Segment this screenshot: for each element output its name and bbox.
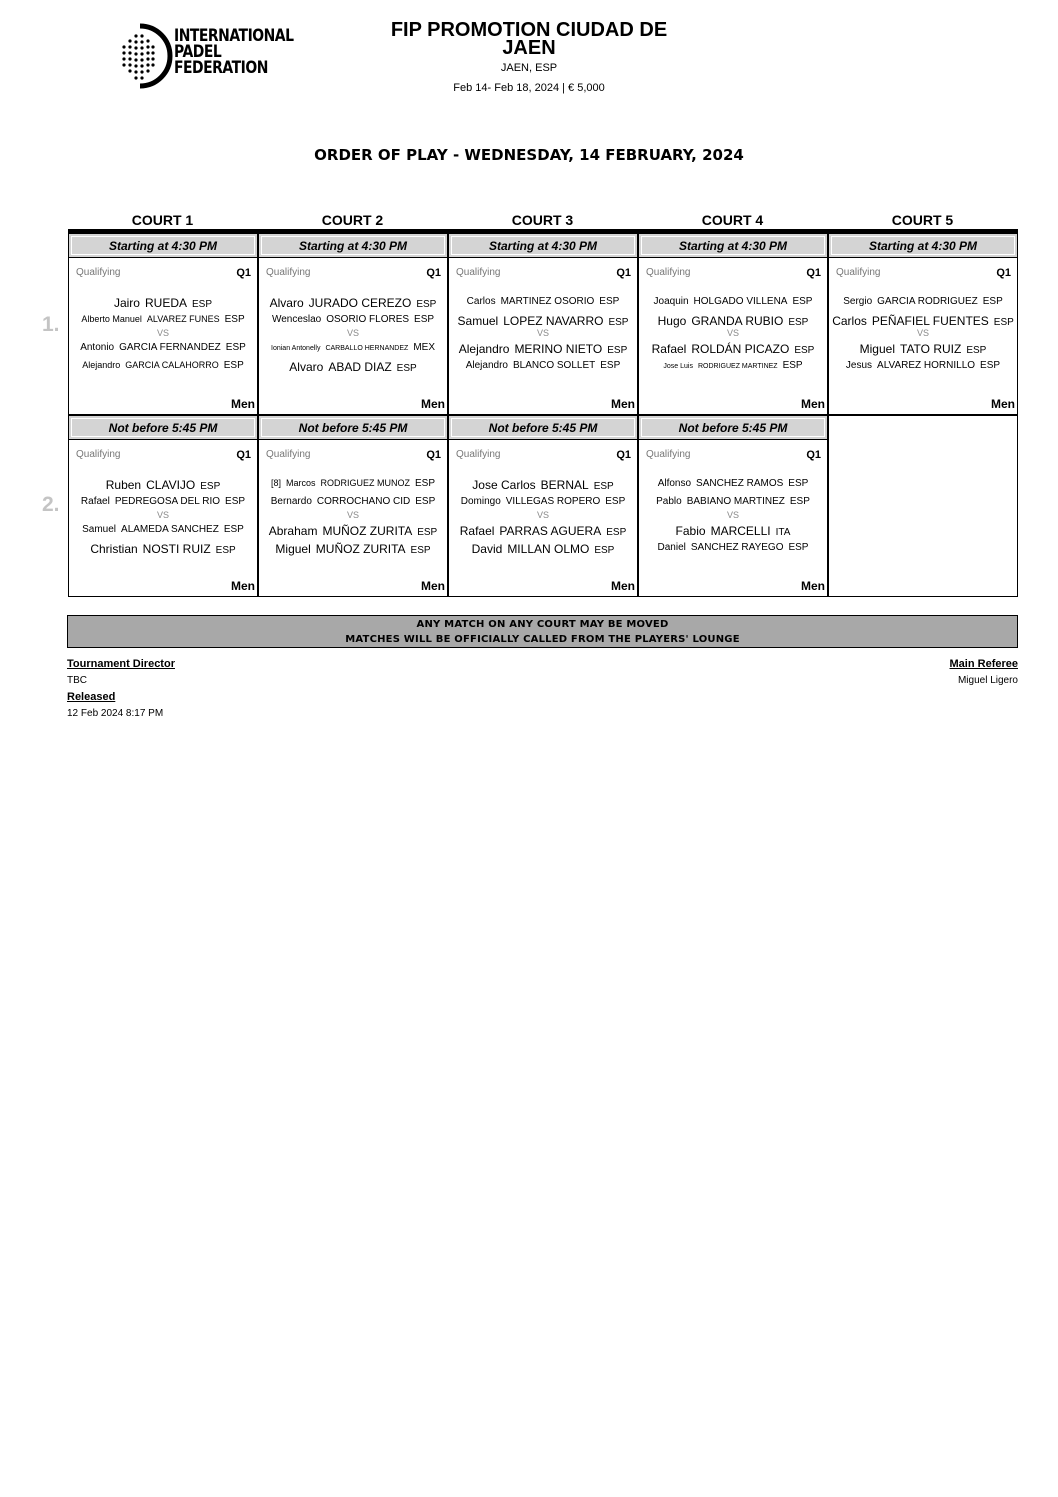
tournament-dates: Feb 14- Feb 18, 2024 | € 5,000 xyxy=(453,82,605,94)
match-time: Starting at 4:30 PM xyxy=(868,239,978,253)
match-stage: Qualifying xyxy=(266,267,311,278)
player-nationality: ESP xyxy=(789,496,810,507)
player-line xyxy=(449,360,637,371)
player-last-name: GRANDA RUBIO xyxy=(691,314,784,328)
player-first-name: Carlos xyxy=(466,296,496,307)
order-of-play-title: ORDER OF PLAY - WEDNESDAY, 14 FEBRUARY, 2024 xyxy=(314,146,744,164)
court-header: COURT 5 xyxy=(891,212,954,228)
match-time-header xyxy=(639,416,827,440)
player-line xyxy=(639,296,827,307)
player-first-name: Hugo xyxy=(657,314,687,328)
player-line xyxy=(69,524,257,535)
player-line xyxy=(69,342,257,353)
player-nationality: ESP xyxy=(608,317,629,328)
player-line xyxy=(449,296,637,307)
player-last-name: ALVAREZ HORNILLO xyxy=(877,360,976,371)
player-line xyxy=(829,360,1017,371)
player-last-name: PEÑAFIEL FUENTES xyxy=(871,314,989,328)
player-first-name: Christian xyxy=(90,542,138,556)
versus-label: VS xyxy=(156,328,169,338)
match-time-header xyxy=(69,416,257,440)
versus-label: VS xyxy=(346,328,359,338)
notice-box xyxy=(67,615,1018,648)
match-round: Q1 xyxy=(236,267,251,279)
match-cell xyxy=(258,233,448,415)
match-round: Q1 xyxy=(996,267,1011,279)
player-first-name: Wenceslao xyxy=(271,314,322,325)
player-line xyxy=(69,496,257,507)
player-first-name: Miguel xyxy=(275,542,311,556)
player-last-name: ALAMEDA SANCHEZ xyxy=(121,524,219,535)
match-cell xyxy=(68,415,258,597)
player-nationality: ESP xyxy=(782,360,803,371)
match-time: Not before 5:45 PM xyxy=(678,421,788,435)
match-time-header xyxy=(639,234,827,258)
federation-logo xyxy=(118,22,294,90)
player-first-name: Rafael xyxy=(459,524,495,538)
match-time: Starting at 4:30 PM xyxy=(298,239,408,253)
player-first-name: Bernardo xyxy=(270,496,312,507)
match-division: Men xyxy=(611,397,635,411)
player-line xyxy=(259,360,447,374)
logo-line: INTERNATIONAL xyxy=(174,26,294,46)
player-nationality: ESP xyxy=(792,296,813,307)
match-round: Q1 xyxy=(426,449,441,461)
player-first-name: Daniel xyxy=(657,542,686,553)
player-nationality: ESP xyxy=(223,524,244,535)
player-nationality: ESP xyxy=(417,527,438,538)
versus-label: VS xyxy=(536,328,549,338)
versus-label: VS xyxy=(346,510,359,520)
title-line: JAEN xyxy=(502,37,556,59)
player-first-name: Domingo xyxy=(460,496,501,507)
player-first-name: Samuel xyxy=(457,314,499,328)
player-first-name: Sergio xyxy=(843,296,873,307)
player-first-name: Rafael xyxy=(80,496,110,507)
player-line xyxy=(639,478,827,489)
match-cell xyxy=(258,415,448,597)
player-nationality: ESP xyxy=(414,314,435,325)
player-first-name: Pablo xyxy=(656,496,682,507)
title-line: FIP PROMOTION CIUDAD DE xyxy=(390,19,668,41)
match-round: Q1 xyxy=(806,267,821,279)
player-first-name: Rafael xyxy=(651,342,687,356)
player-last-name: MUÑOZ ZURITA xyxy=(322,524,413,538)
player-line xyxy=(69,314,257,325)
match-time: Starting at 4:30 PM xyxy=(488,239,598,253)
player-line xyxy=(449,524,637,538)
released-value: 12 Feb 2024 8:17 PM xyxy=(67,708,164,719)
player-nationality: ESP xyxy=(215,545,236,556)
player-last-name: RODRIGUEZ MARTINEZ xyxy=(697,363,778,370)
player-line xyxy=(639,542,827,553)
match-round: Q1 xyxy=(806,449,821,461)
player-nationality: ESP xyxy=(415,496,436,507)
player-first-name: Samuel xyxy=(82,524,117,535)
player-first-name: David xyxy=(471,542,503,556)
padel-ball-icon xyxy=(118,22,174,90)
player-nationality: ESP xyxy=(415,478,436,489)
player-line xyxy=(69,360,257,371)
player-last-name: PARRAS AGUERA xyxy=(499,524,602,538)
match-time: Starting at 4:30 PM xyxy=(108,239,218,253)
player-line xyxy=(259,296,447,310)
match-stage: Qualifying xyxy=(76,267,121,278)
match-division: Men xyxy=(611,579,635,593)
player-last-name: GARCIA RODRIGUEZ xyxy=(877,296,978,307)
player-last-name: ALVAREZ FUNES xyxy=(146,314,220,324)
player-last-name: MUÑOZ ZURITA xyxy=(315,542,406,556)
player-line xyxy=(259,542,447,556)
player-line xyxy=(449,342,637,356)
versus-label: VS xyxy=(726,328,739,338)
player-nationality: ESP xyxy=(396,363,417,374)
director-value: TBC xyxy=(67,675,87,686)
player-line xyxy=(829,296,1017,307)
player-line xyxy=(259,314,447,325)
match-round: Q1 xyxy=(616,449,631,461)
player-nationality: ESP xyxy=(982,296,1003,307)
player-first-name: Alberto Manuel xyxy=(81,314,142,324)
versus-label: VS xyxy=(916,328,929,338)
player-first-name: Ruben xyxy=(105,478,142,492)
player-line xyxy=(449,542,637,556)
player-line xyxy=(69,542,257,556)
player-first-name: Marcos xyxy=(285,478,316,488)
logo-wordmark xyxy=(174,28,293,76)
player-last-name: BABIANO MARTINEZ xyxy=(686,496,785,507)
referee-value: Miguel Ligero xyxy=(957,675,1018,686)
player-nationality: ESP xyxy=(966,345,987,356)
match-division: Men xyxy=(231,579,255,593)
tournament-title xyxy=(330,21,728,57)
match-stage: Qualifying xyxy=(266,449,311,460)
player-nationality: ESP xyxy=(594,545,615,556)
court-header: COURT 4 xyxy=(701,212,764,228)
player-last-name: GARCIA CALAHORRO xyxy=(125,360,219,370)
court-header: COURT 1 xyxy=(131,212,194,228)
player-last-name: BLANCO SOLLET xyxy=(512,360,596,371)
player-last-name: CORROCHANO CID xyxy=(316,496,411,507)
match-time-header xyxy=(259,234,447,258)
player-first-name: Fabio xyxy=(675,524,706,538)
player-nationality: ESP xyxy=(606,527,627,538)
player-line xyxy=(259,478,447,489)
player-line xyxy=(639,342,827,356)
player-seed: [8] xyxy=(270,478,281,488)
player-nationality: ESP xyxy=(225,342,246,353)
match-time: Not before 5:45 PM xyxy=(488,421,598,435)
player-first-name: Jose Carlos xyxy=(472,478,536,492)
match-cell xyxy=(638,233,828,415)
match-cell xyxy=(638,415,828,597)
player-last-name: TATO RUIZ xyxy=(900,342,962,356)
match-time-header xyxy=(829,234,1017,258)
player-nationality: ESP xyxy=(410,545,431,556)
player-nationality: ESP xyxy=(600,360,621,371)
player-last-name: GARCIA FERNANDEZ xyxy=(119,342,221,353)
player-nationality: ESP xyxy=(593,481,614,492)
player-last-name: JURADO CEREZO xyxy=(308,296,412,310)
player-line xyxy=(639,496,827,507)
player-first-name: Carlos xyxy=(832,314,867,328)
player-nationality: ESP xyxy=(607,345,628,356)
player-first-name: Miguel xyxy=(859,342,895,356)
row-number: 2. xyxy=(42,493,60,516)
player-first-name: Antonio xyxy=(80,342,115,353)
court-header: COURT 3 xyxy=(511,212,574,228)
player-last-name: HOLGADO VILLENA xyxy=(693,296,788,307)
player-nationality: ESP xyxy=(225,496,246,507)
player-nationality: ESP xyxy=(788,542,809,553)
player-last-name: PEDREGOSA DEL RIO xyxy=(114,496,221,507)
match-round: Q1 xyxy=(616,267,631,279)
match-cell xyxy=(828,233,1018,415)
player-line xyxy=(69,478,257,492)
player-line xyxy=(259,342,447,353)
player-line xyxy=(639,360,827,371)
director-label: Tournament Director xyxy=(67,658,175,670)
player-first-name: Jairo xyxy=(113,296,140,310)
player-nationality: MEX xyxy=(413,342,435,353)
player-line xyxy=(449,478,637,492)
court-header: COURT 2 xyxy=(321,212,384,228)
notice-line: ANY MATCH ON ANY COURT MAY BE MOVED xyxy=(416,619,669,630)
match-time: Not before 5:45 PM xyxy=(108,421,218,435)
player-last-name: BERNAL xyxy=(540,478,589,492)
match-stage: Qualifying xyxy=(456,449,501,460)
player-last-name: MARCELLI xyxy=(710,524,771,538)
match-division: Men xyxy=(231,397,255,411)
match-division: Men xyxy=(991,397,1015,411)
player-last-name: MARTINEZ OSORIO xyxy=(500,296,595,307)
match-cell xyxy=(68,233,258,415)
match-time: Not before 5:45 PM xyxy=(298,421,408,435)
match-stage: Qualifying xyxy=(646,449,691,460)
player-first-name: Alejandro xyxy=(458,342,510,356)
player-first-name: Abraham xyxy=(268,524,318,538)
match-round: Q1 xyxy=(236,449,251,461)
match-stage: Qualifying xyxy=(646,267,691,278)
player-last-name: OSORIO FLORES xyxy=(326,314,410,325)
referee-label: Main Referee xyxy=(949,658,1018,670)
match-time-header xyxy=(259,416,447,440)
player-nationality: ESP xyxy=(788,478,809,489)
player-nationality: ESP xyxy=(416,299,437,310)
match-stage: Qualifying xyxy=(76,449,121,460)
match-stage: Qualifying xyxy=(456,267,501,278)
player-nationality: ESP xyxy=(192,299,213,310)
player-nationality: ESP xyxy=(993,317,1014,328)
player-first-name: Alfonso xyxy=(657,478,692,489)
match-cell xyxy=(448,415,638,597)
player-line xyxy=(639,314,827,328)
notice-line: MATCHES WILL BE OFFICIALLY CALLED FROM THE PLAYERS' LOUNGE xyxy=(345,634,740,645)
match-time-header xyxy=(449,416,637,440)
empty-match-cell xyxy=(828,415,1018,597)
player-nationality: ITA xyxy=(775,527,791,538)
player-last-name: LOPEZ NAVARRO xyxy=(503,314,604,328)
player-last-name: VILLEGAS ROPERO xyxy=(505,496,601,507)
row-number: 1. xyxy=(42,313,60,336)
player-last-name: MERINO NIETO xyxy=(514,342,603,356)
player-nationality: ESP xyxy=(980,360,1001,371)
versus-label: VS xyxy=(536,510,549,520)
player-first-name: Alvaro xyxy=(269,296,304,310)
match-round: Q1 xyxy=(426,267,441,279)
player-last-name: ABAD DIAZ xyxy=(328,360,392,374)
player-first-name: Jesus xyxy=(845,360,873,371)
versus-label: VS xyxy=(156,510,169,520)
player-nationality: ESP xyxy=(224,314,245,325)
logo-line: PADEL xyxy=(174,42,222,62)
match-cell xyxy=(448,233,638,415)
player-nationality: ESP xyxy=(794,345,815,356)
player-first-name: Alejandro xyxy=(82,360,121,370)
versus-label: VS xyxy=(726,510,739,520)
player-first-name: Jose Luis xyxy=(663,363,693,370)
logo-line: FEDERATION xyxy=(174,58,268,78)
player-last-name: RUEDA xyxy=(144,296,187,310)
player-nationality: ESP xyxy=(200,481,221,492)
player-nationality: ESP xyxy=(223,360,244,371)
player-last-name: CARBALLO HERNANDEZ xyxy=(325,345,409,352)
released-label: Released xyxy=(67,691,116,703)
match-division: Men xyxy=(801,397,825,411)
player-last-name: RODRIGUEZ MUNOZ xyxy=(320,478,410,488)
match-stage: Qualifying xyxy=(836,267,881,278)
player-line xyxy=(259,524,447,538)
match-time: Starting at 4:30 PM xyxy=(678,239,788,253)
player-last-name: SANCHEZ RAYEGO xyxy=(690,542,784,553)
player-nationality: ESP xyxy=(599,296,620,307)
player-line xyxy=(829,342,1017,356)
player-last-name: CLAVIJO xyxy=(146,478,196,492)
match-division: Men xyxy=(801,579,825,593)
player-last-name: SANCHEZ RAMOS xyxy=(696,478,784,489)
player-first-name: Joaquin xyxy=(653,296,689,307)
player-last-name: ROLDÁN PICAZO xyxy=(691,342,790,356)
match-division: Men xyxy=(421,579,445,593)
player-line xyxy=(259,496,447,507)
player-line xyxy=(639,524,827,538)
player-nationality: ESP xyxy=(605,496,626,507)
player-line xyxy=(449,496,637,507)
player-first-name: Alvaro xyxy=(289,360,324,374)
player-line xyxy=(69,296,257,310)
player-nationality: ESP xyxy=(788,317,809,328)
match-division: Men xyxy=(421,397,445,411)
player-first-name: Ionian Antonelly xyxy=(271,345,321,352)
player-last-name: NOSTI RUIZ xyxy=(142,542,211,556)
match-time-header xyxy=(449,234,637,258)
match-time-header xyxy=(69,234,257,258)
player-line xyxy=(829,314,1017,328)
player-last-name: MILLAN OLMO xyxy=(507,542,590,556)
tournament-location: JAEN, ESP xyxy=(500,62,558,74)
player-first-name: Alejandro xyxy=(465,360,508,371)
player-line xyxy=(449,314,637,328)
